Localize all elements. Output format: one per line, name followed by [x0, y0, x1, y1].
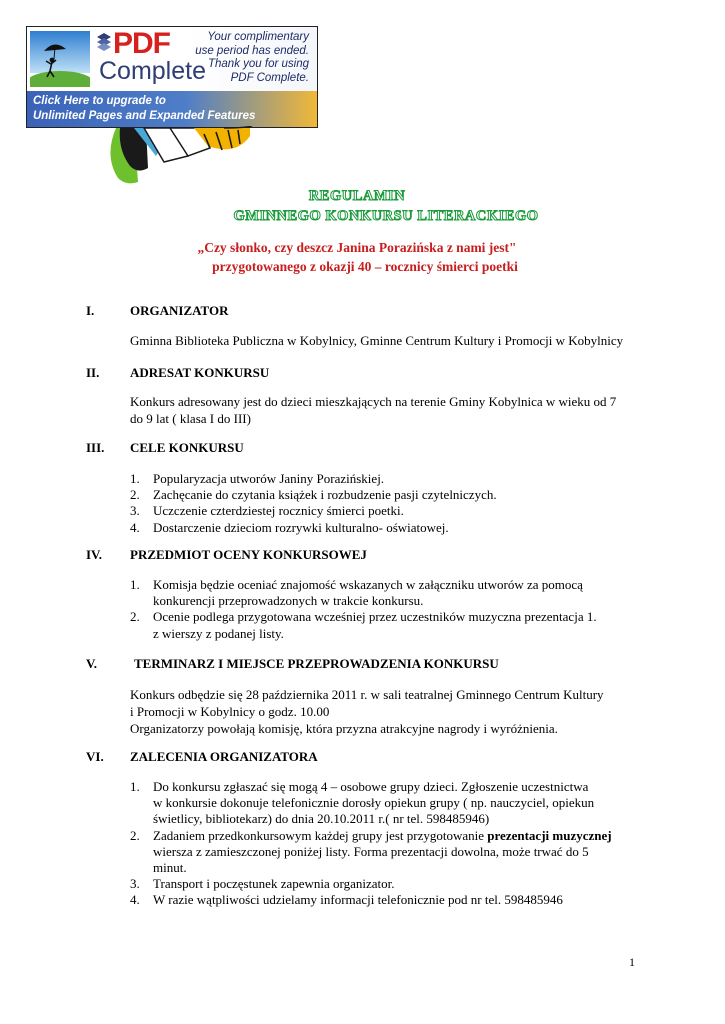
list-item: 1. Popularyzacja utworów Janiny Porazińskiej. [130, 471, 385, 486]
section-paragraph: Konkurs odbędzie się 28 października 2011 r. w sali teatralnej Gminnego Centrum Kultury i Promocji w Kobylnicy o godz. 10.00 Organizatorzy powołają komisję, która przyzna atrakcyjne nagrody i wyróżnienia. [130, 687, 604, 736]
subtitle-line1: „Czy słonko, czy deszcz Janina Porazińska z nami jest" [197, 240, 517, 255]
banner-logo-area [27, 27, 317, 91]
book-illustration [104, 126, 254, 188]
upgrade-link-line1[interactable]: Click Here to upgrade to [33, 95, 166, 107]
bold-phrase: prezentacji muzycznej [487, 827, 612, 843]
list-item: 3. Uczczenie czterdziestej rocznicy śmierci poetki. [130, 503, 404, 519]
list-item: 4. W razie wątpliwości udzielamy informacji telefonicznie pod nr tel. 598485946 [130, 892, 563, 908]
list-item: 2. Zadaniem przedkonkursowym każdej grupy jest przygotowanie prezentacji muzycznej wiersza z zamieszczonej poniżej listy. Forma prezentacji dowolna, może trwać do 5 minut. [130, 827, 612, 876]
list-item: 2. Ocenie podlega przygotowana wcześniej przez uczestników muzyczna prezentacja 1. z wierszy z podanej listy. [130, 609, 597, 641]
section-title: TERMINARZ I MIEJSCE PRZEPROWADZENIA KONKURSU [134, 656, 499, 671]
section-paragraph: Konkurs adresowany jest do dzieci mieszkających na terenie Gminy Kobylnica w wieku od 7 do 9 lat ( klasa I do III) [130, 394, 617, 426]
list-item: 2. Zachęcanie do czytania książek i rozbudzenie pasji czytelniczych. [130, 487, 497, 503]
complete-logo-text: Complete [99, 57, 206, 85]
document-title-line2: GMINNEGO KONKURSU LITERACKIEGO [233, 208, 539, 224]
section-title: ZALECENIA ORGANIZATORA [130, 749, 318, 764]
list-item: 1. Komisja będzie oceniać znajomość wskazanych w załączniku utworów za pomocą konkurencji przeprowadzonych w trakcie konkursu. [130, 577, 583, 609]
pdf-complete-banner[interactable] [26, 26, 318, 128]
list-item: 3. Transport i poczęstunek zapewnia organizator. [130, 876, 395, 892]
trial-message: Your complimentary use period has ended. Thank you for using PDF Complete. [195, 31, 309, 84]
section-number: V. [86, 656, 97, 671]
section-title: ORGANIZATOR [130, 303, 229, 318]
subtitle-line2: przygotowanego z okazji 40 – rocznicy śmierci poetki [212, 259, 518, 274]
section-number: IV. [86, 547, 103, 562]
section-title: PRZEDMIOT OCENY KONKURSOWEJ [130, 547, 367, 562]
section-number: II. [86, 365, 100, 380]
section-number: I. [86, 303, 95, 318]
layers-icon [95, 31, 113, 57]
list-item: 1. Do konkursu zgłaszać się mogą 4 – osobowe grupy dzieci. Zgłoszenie uczestnictwa w konkursie dokonuje telefonicznie dorosły opiekun grupy ( np. nauczyciel, opiekun świetlicy, bibliotekarz) do dnia 20.10.2011 r.( nr tel. 598485946) [130, 779, 595, 827]
section-paragraph: Gminna Biblioteka Publiczna w Kobylnicy, Gminne Centrum Kultury i Promocji w Kobylnicy [130, 333, 624, 348]
pdf-logo-text: PDF [113, 27, 170, 60]
goals-list [130, 471, 497, 536]
evaluation-list [130, 577, 597, 642]
section-number: VI. [86, 749, 104, 764]
umbrella-man-icon [30, 31, 90, 87]
recommendations-list [130, 779, 612, 909]
upgrade-link-line2[interactable]: Unlimited Pages and Expanded Features [33, 110, 256, 122]
upgrade-link[interactable] [27, 91, 317, 127]
section-title: ADRESAT KONKURSU [130, 365, 270, 380]
document-title-line1: REGULAMIN [308, 188, 406, 204]
section-title: CELE KONKURSU [130, 440, 244, 455]
page-number: 1 [629, 955, 635, 969]
list-item: 4. Dostarczenie dzieciom rozrywki kulturalno- oświatowej. [130, 519, 449, 535]
section-number: III. [86, 440, 105, 455]
